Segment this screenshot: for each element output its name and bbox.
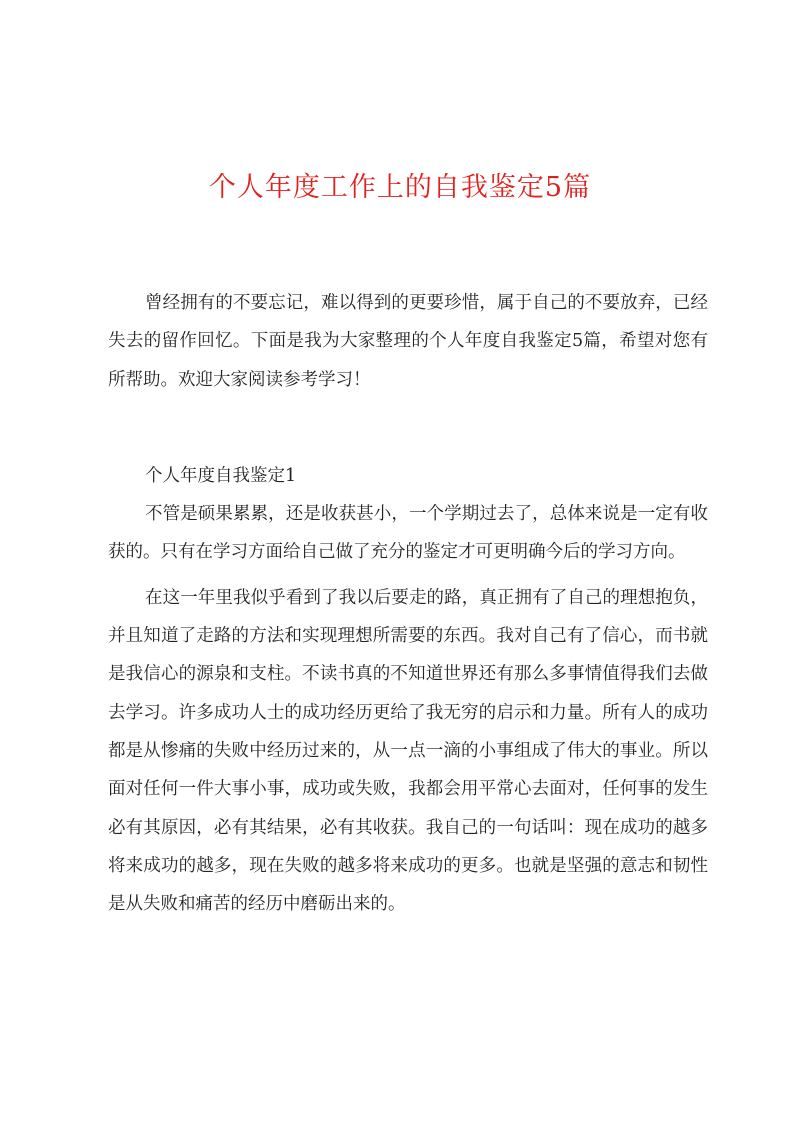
section-heading: 个人年度自我鉴定1 [145, 465, 297, 486]
document-body [108, 284, 708, 923]
intro-paragraph: 曾经拥有的不要忘记，难以得到的更要珍惜，属于自己的不要放弃，已经失去的留作回忆。下面是我为大家整理的个人年度自我鉴定5篇，希望对您有所帮助。欢迎大家阅读参考学习！ [108, 293, 708, 390]
body-paragraph-2: 在这一年里我似乎看到了我以后要走的路，真正拥有了自己的理想抱负，并且知道了走路的方法和实现理想所需要的东西。我对自己有了信心，而书就是我信心的源泉和支柱。不读书真的不知道世界还有那么多事情值得我们去做去学习。许多成功人士的成功经历更给了我无穷的启示和力量。所有人的成功都是从惨痛的失败中经历过来的，从一点一滴的小事组成了伟大的事业。所以面对任何一件大事小事，成功或失败，我都会用平常心去面对，任何事的发生必有其原因，必有其结果，必有其收获。我自己的一句话叫：现在成功的越多将来成功的越多，现在失败的越多将来成功的更多。也就是坚强的意志和韧性是从失败和痛苦的经历中磨砺出来的。 [108, 587, 708, 915]
document-title: 个人年度工作上的自我鉴定5篇 [208, 172, 592, 203]
body-paragraph-1: 不管是硕果累累，还是收获甚小，一个学期过去了，总体来说是一定有收获的。只有在学习方面给自己做了充分的鉴定才可更明确今后的学习方向。 [108, 504, 708, 563]
